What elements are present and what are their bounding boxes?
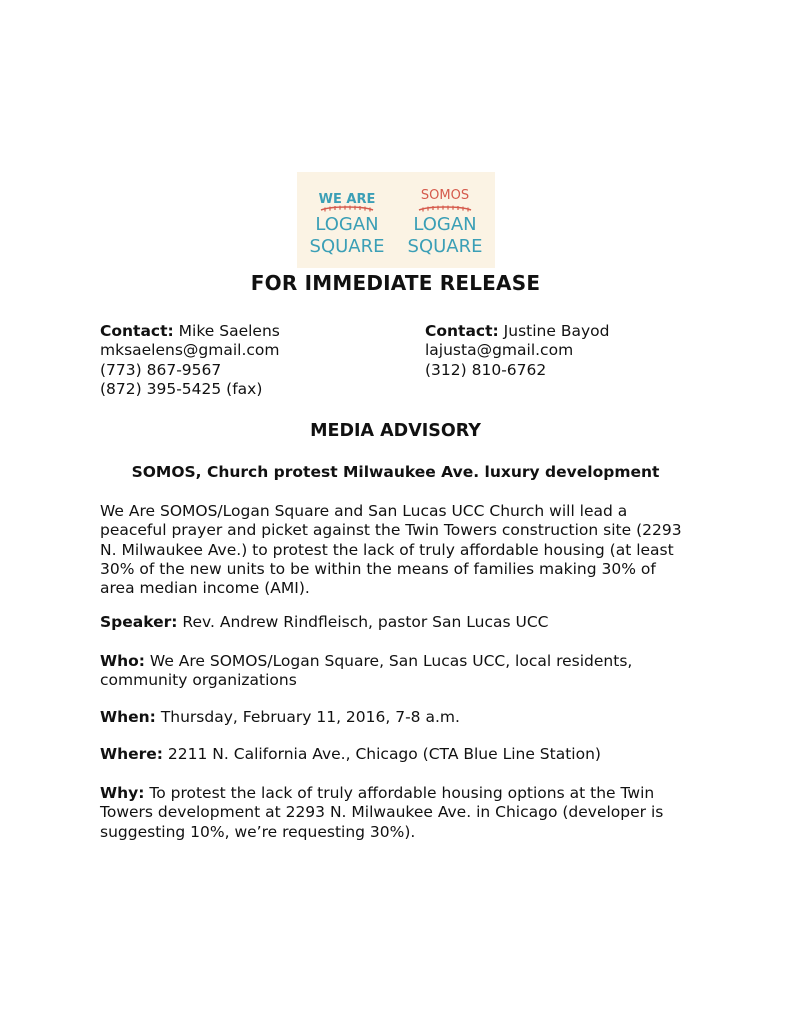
- intro-line: peaceful prayer and picket against the Twin Towers construction site (2293: [100, 521, 682, 540]
- logo-graphic: [297, 172, 495, 268]
- contact-fax: (872) 395-5425 (fax): [100, 379, 263, 398]
- who-text-line2: community organizations: [100, 671, 297, 690]
- where-label: Where:: [100, 745, 163, 763]
- contact-name: Justine Bayod: [503, 322, 610, 340]
- contact-block-left: [100, 322, 280, 399]
- speaker-label: Speaker:: [100, 613, 178, 631]
- logo-right-mid: LOGAN: [413, 214, 477, 235]
- logo-left-mid: LOGAN: [315, 214, 379, 235]
- when-label: When:: [100, 708, 156, 726]
- logo-right-top: SOMOS: [420, 188, 470, 203]
- speaker-paragraph: [100, 613, 700, 632]
- contact-label: Contact:: [100, 322, 174, 340]
- contact-phone: (773) 867-9567: [100, 360, 222, 379]
- when-paragraph: [100, 708, 700, 727]
- when-text: Thursday, February 11, 2016, 7-8 a.m.: [155, 708, 460, 726]
- contact-email[interactable]: mksaelens@gmail.com: [100, 341, 280, 360]
- where-paragraph: [100, 745, 700, 764]
- intro-line: area median income (AMI).: [100, 579, 310, 598]
- why-label: Why:: [100, 784, 145, 802]
- contact-label: Contact:: [425, 322, 499, 340]
- contact-line: [425, 322, 609, 341]
- why-text: To protest the lack of truly affordable housing options at the Twin: [144, 784, 655, 802]
- advisory-title: MEDIA ADVISORY: [310, 421, 481, 441]
- logo: [297, 172, 495, 268]
- who-label: Who:: [100, 652, 145, 670]
- contact-email[interactable]: lajusta@gmail.com: [425, 341, 574, 360]
- intro-paragraph: [100, 502, 700, 598]
- where-text: 2211 N. California Ave., Chicago (CTA Blue Line Station): [163, 745, 601, 763]
- intro-line: N. Milwaukee Ave.) to protest the lack of truly affordable housing (at least: [100, 540, 674, 559]
- intro-line: 30% of the new units to be within the means of families making 30% of: [100, 559, 656, 578]
- why-text-line2: Towers development at 2293 N. Milwaukee Ave. in Chicago (developer is: [100, 803, 664, 822]
- logo-right-bottom: SQUARE: [407, 236, 483, 257]
- contact-phone: (312) 810-6762: [425, 360, 547, 379]
- release-title: FOR IMMEDIATE RELEASE: [250, 271, 541, 295]
- why-paragraph: [100, 784, 700, 842]
- who-text: We Are SOMOS/Logan Square, San Lucas UCC, local residents,: [144, 652, 633, 670]
- intro-line: We Are SOMOS/Logan Square and San Lucas UCC Church will lead a: [100, 502, 628, 520]
- contact-block-right: [425, 322, 609, 380]
- logo-left-top: WE ARE: [318, 192, 376, 207]
- contact-line: [100, 322, 280, 341]
- contact-name: Mike Saelens: [178, 322, 280, 340]
- logo-left-bottom: SQUARE: [309, 236, 385, 257]
- speaker-text: Rev. Andrew Rindfleisch, pastor San Lucas UCC: [177, 613, 549, 631]
- why-text-line3: suggesting 10%, we’re requesting 30%).: [100, 822, 416, 841]
- who-paragraph: [100, 652, 700, 691]
- headline: SOMOS, Church protest Milwaukee Ave. luxury development: [131, 463, 660, 481]
